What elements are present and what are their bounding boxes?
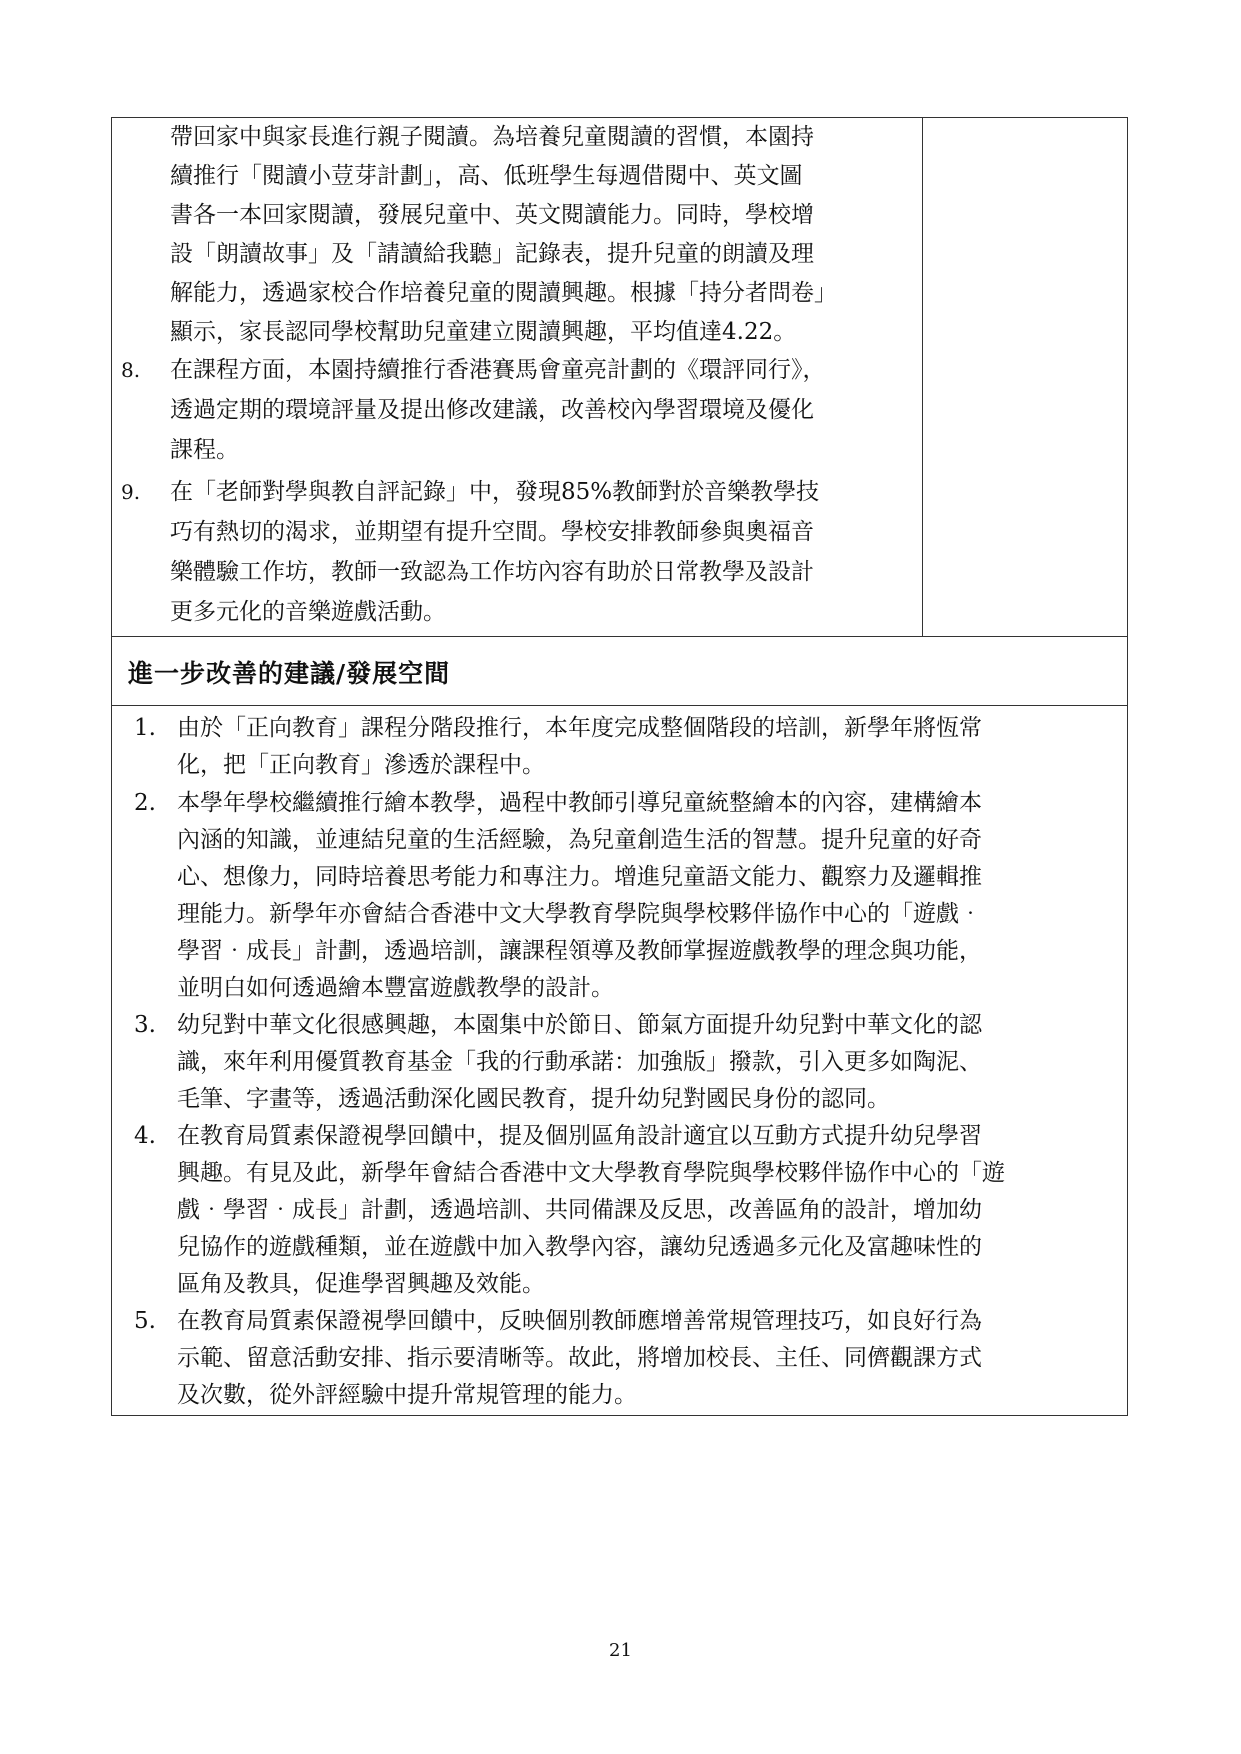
text-line: 戲‧學習‧成長」計劃，透過培訓、共同備課及反思，改善區角的設計，增加幼 xyxy=(177,1197,982,1223)
text-line: 課程。 xyxy=(170,437,239,463)
item-number: 5. xyxy=(134,1308,156,1334)
text-line: 內涵的知識，並連結兒童的生活經驗，為兒童創造生活的智慧。提升兒童的好奇 xyxy=(177,827,982,853)
section-heading-row xyxy=(111,636,1128,706)
text-line: 透過定期的環境評量及提出修改建議，改善校內學習環境及優化 xyxy=(170,397,814,423)
text-line: 設「朗讀故事」及「請讀給我聽」記錄表，提升兒童的朗讀及理 xyxy=(170,241,814,267)
text-line: 及次數，從外評經驗中提升常規管理的能力。 xyxy=(177,1382,637,1408)
text-line: 本學年學校繼續推行繪本教學，過程中教師引導兒童統整繪本的內容，建構繪本 xyxy=(177,790,982,816)
text-line: 更多元化的音樂遊戲活動。 xyxy=(170,599,446,625)
item-number: 2. xyxy=(134,790,156,816)
suggestions-table xyxy=(111,705,1128,1416)
text-line: 續推行「閱讀小荳芽計劃」，高、低班學生每週借閱中、英文圖 xyxy=(170,163,803,189)
text-line: 顯示，家長認同學校幫助兒童建立閱讀興趣，平均值達4.22。 xyxy=(170,319,797,345)
text-line: 在課程方面，本園持續推行香港賽馬會童亮計劃的《環評同行》， xyxy=(170,357,826,383)
text-line: 學習‧成長」計劃，透過培訓，讓課程領導及教師掌握遊戲教學的理念與功能， xyxy=(177,938,982,964)
text-line: 在教育局質素保證視學回饋中，提及個別區角設計適宜以互動方式提升幼兒學習 xyxy=(177,1123,982,1149)
item-number: 3. xyxy=(134,1012,156,1038)
text-line: 巧有熱切的渴求，並期望有提升空間。學校安排教師參與奧福音 xyxy=(170,519,814,545)
text-line: 並明白如何透過繪本豐富遊戲教學的設計。 xyxy=(177,975,614,1001)
text-line: 興趣。有見及此，新學年會結合香港中文大學教育學院與學校夥伴協作中心的「遊 xyxy=(177,1160,1005,1186)
continuation-paragraph xyxy=(170,118,915,352)
text-line: 書各一本回家閱讀，發展兒童中、英文閱讀能力。同時，學校增 xyxy=(170,202,814,228)
text-line: 兒協作的遊戲種類，並在遊戲中加入教學內容，讓幼兒透過多元化及富趣味性的 xyxy=(177,1234,982,1260)
item-number: 4. xyxy=(134,1123,156,1149)
text-line: 由於「正向教育」課程分階段推行，本年度完成整個階段的培訓，新學年將恆常 xyxy=(177,715,982,741)
page-number: 21 xyxy=(609,1640,632,1661)
text-line: 示範、留意活動安排、指示要清晰等。故此，將增加校長、主任、同儕觀課方式 xyxy=(177,1345,982,1371)
text-line: 幼兒對中華文化很感興趣，本園集中於節日、節氣方面提升幼兒對中華文化的認 xyxy=(177,1012,982,1038)
text-line: 理能力。新學年亦會結合香港中文大學教育學院與學校夥伴協作中心的「遊戲‧ xyxy=(177,901,982,927)
text-line: 區角及教具，促進學習興趣及效能。 xyxy=(177,1271,545,1297)
text-line: 識，來年利用優質教育基金「我的行動承諾：加強版」撥款，引入更多如陶泥、 xyxy=(177,1049,982,1075)
report-table-top xyxy=(111,117,1128,637)
text-line: 心、想像力，同時培養思考能力和專注力。增進兒童語文能力、觀察力及邏輯推 xyxy=(177,864,982,890)
text-line: 毛筆、字畫等，透過活動深化國民教育，提升幼兒對國民身份的認同。 xyxy=(177,1086,890,1112)
item-number: 1. xyxy=(134,715,156,741)
column-divider xyxy=(922,118,923,636)
item-number: 9. xyxy=(121,480,141,504)
text-line: 解能力，透過家校合作培養兒童的閱讀興趣。根據「持分者問卷」 xyxy=(170,280,837,306)
text-line: 化，把「正向教育」滲透於課程中。 xyxy=(177,752,545,778)
text-line: 在「老師對學與教自評記錄」中，發現85%教師對於音樂教學技 xyxy=(170,479,820,505)
section-heading: 進一步改善的建議/發展空間 xyxy=(128,659,451,688)
text-line: 帶回家中與家長進行親子閱讀。為培養兒童閱讀的習慣，本園持 xyxy=(170,124,814,150)
text-line: 在教育局質素保證視學回饋中，反映個別教師應增善常規管理技巧，如良好行為 xyxy=(177,1308,982,1334)
text-line: 樂體驗工作坊，教師一致認為工作坊內容有助於日常教學及設計 xyxy=(170,559,814,585)
item-number: 8. xyxy=(121,358,141,382)
